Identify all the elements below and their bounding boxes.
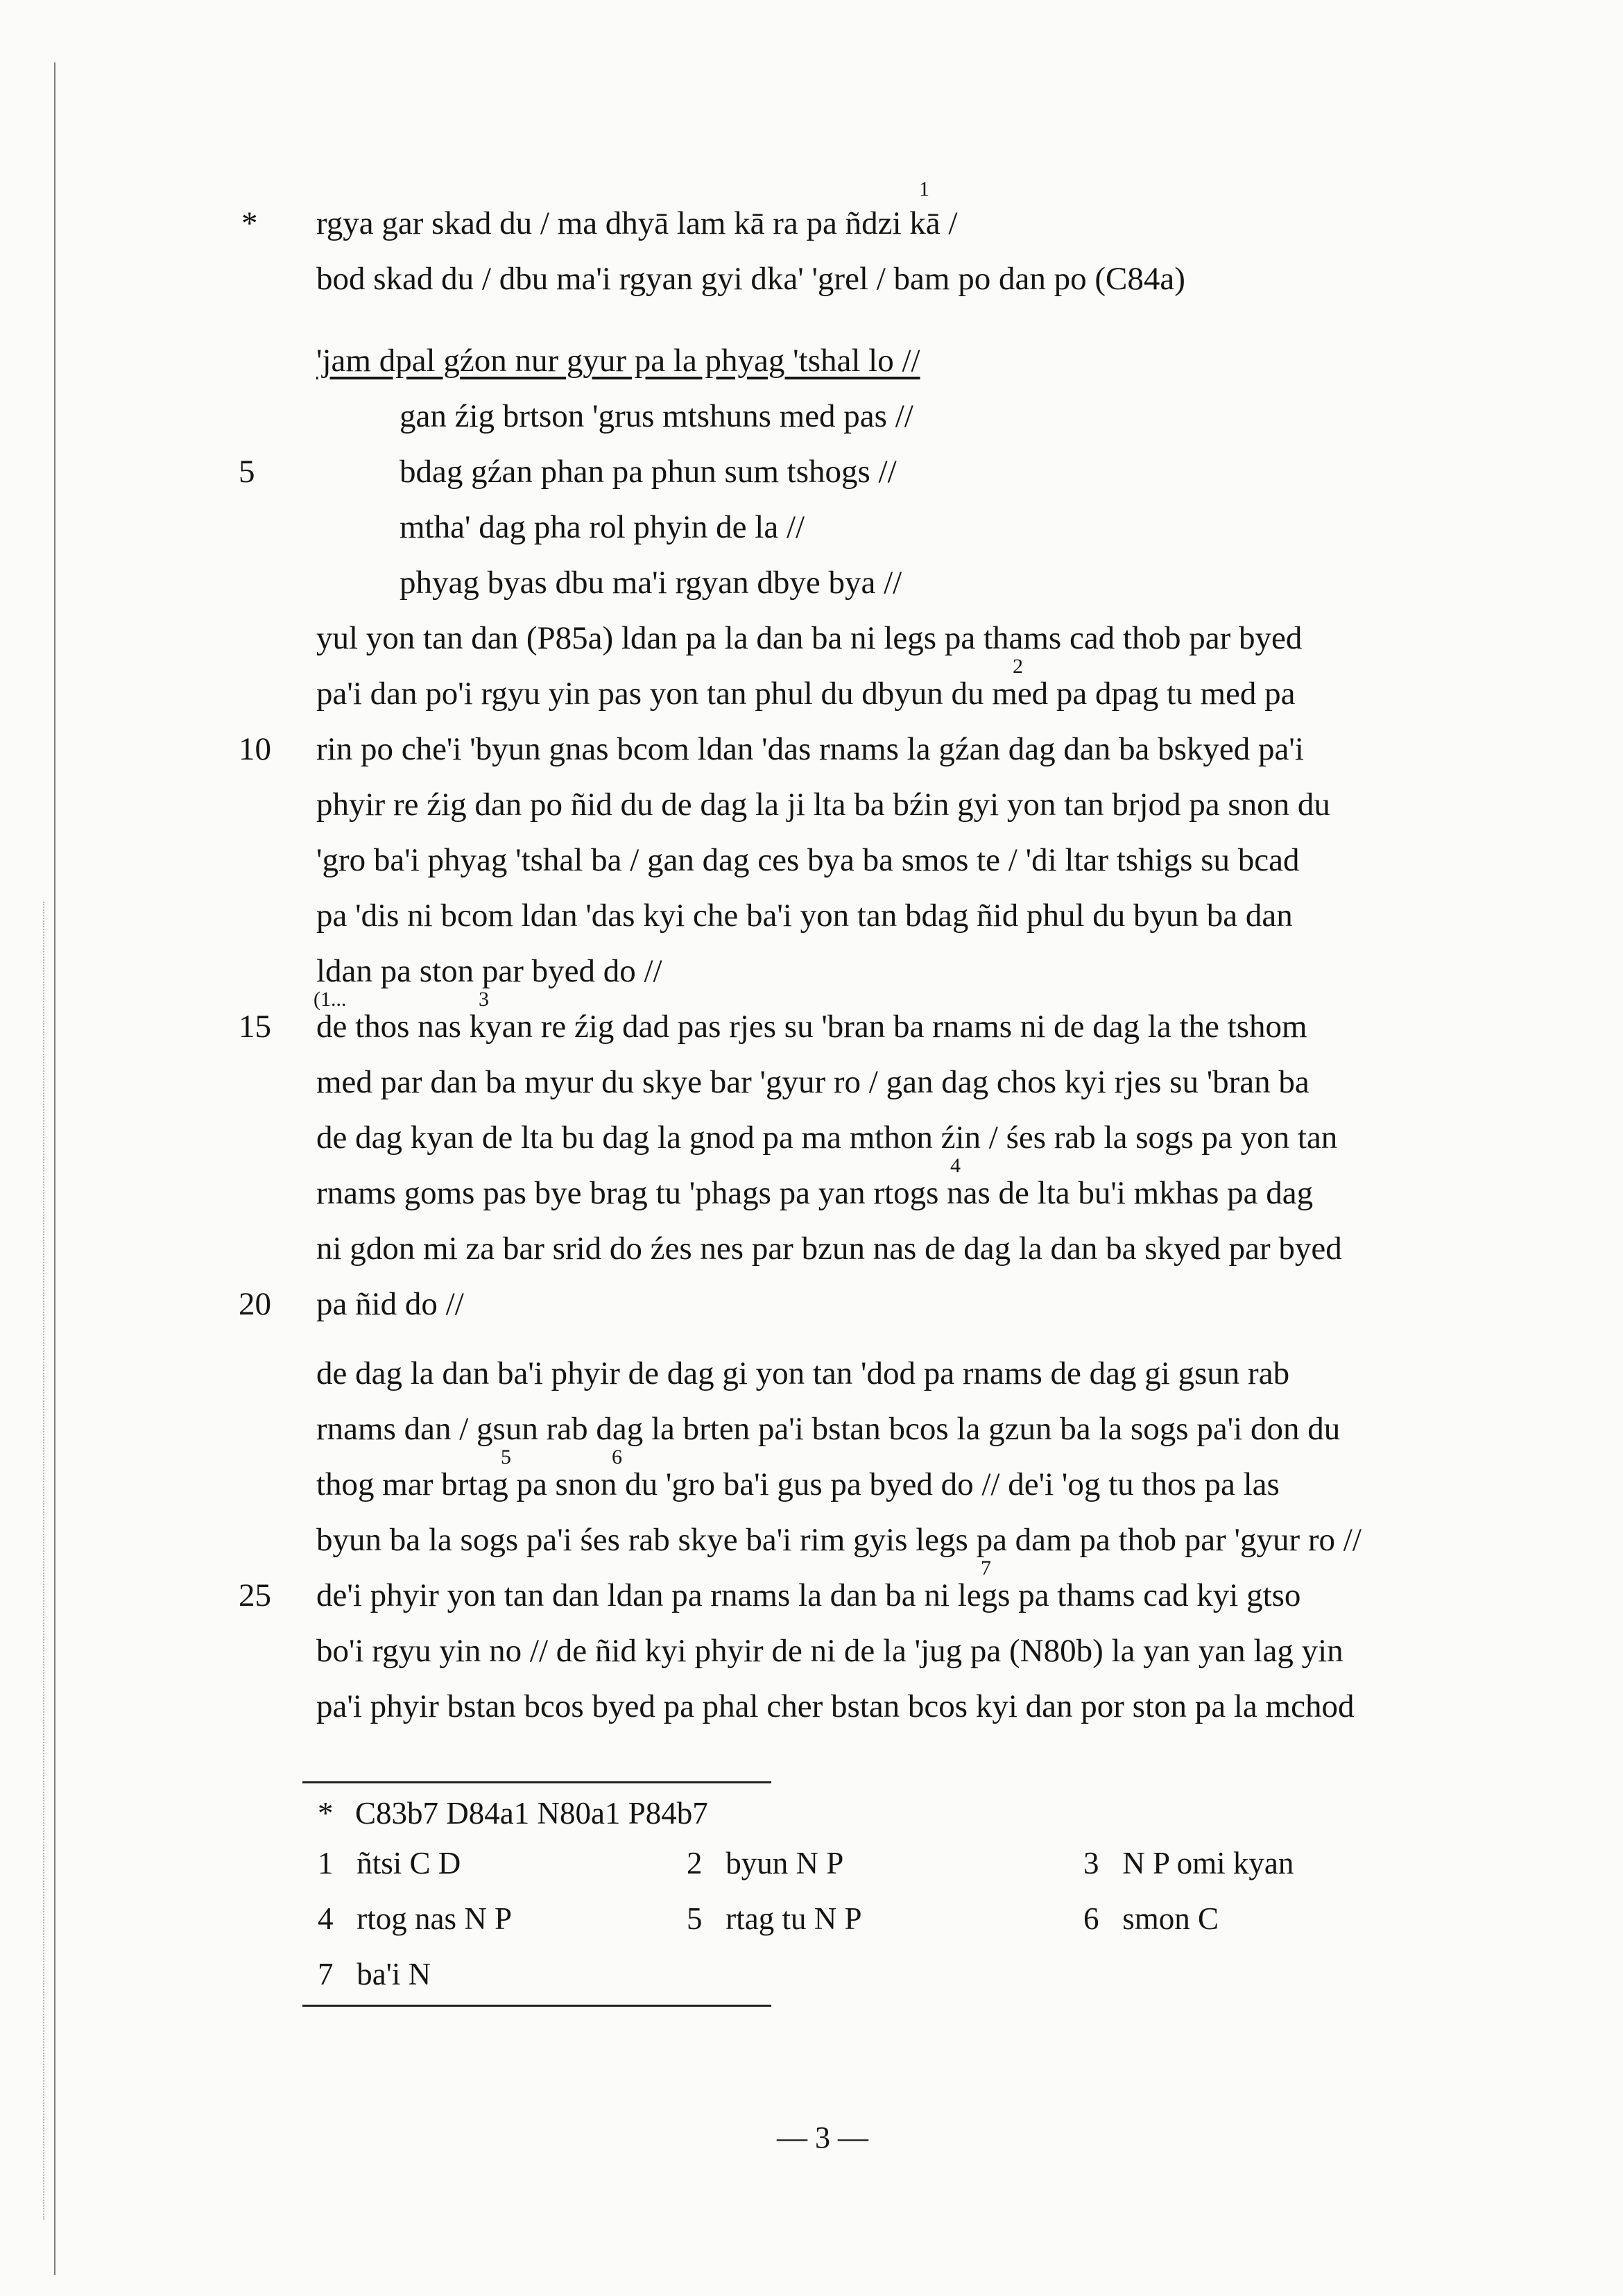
footnote-text: smon C (1122, 1901, 1219, 1936)
note-mark-2: 2 (1013, 655, 1023, 678)
footnote-source-asterisk: * (318, 1796, 334, 1831)
footnote-num: 3 (1083, 1846, 1099, 1881)
footnote-text: N P omi kyan (1122, 1846, 1294, 1881)
footnote-text: rtog nas N P (357, 1901, 512, 1936)
note-mark-7: 7 (981, 1557, 991, 1579)
footnote-text: rtag tu N P (725, 1901, 862, 1936)
note-mark-4: 4 (950, 1154, 961, 1177)
footnote-1 (318, 1842, 461, 1884)
footnote-num: 2 (687, 1846, 703, 1881)
prose-line-17: ni gdon mi za bar srid do źes nes par bzun nas de dag la dan ba skyed par byed (316, 1231, 1342, 1267)
scan-edge-dotted (43, 902, 46, 2220)
prose-line-8: rin po che'i 'byun gnas bcom ldan 'das rnams la gźan dag dan ba bskyed pa'i (316, 731, 1304, 767)
prose-line-15: de dag kyan de lta bu dag la gnod pa ma mthon źin / śes rab la sogs pa yon tan (316, 1120, 1338, 1156)
footnote-sources: C83b7 D84a1 N80a1 P84b7 (355, 1796, 708, 1831)
line-number-15: 15 (239, 1009, 271, 1045)
line-number-25: 25 (239, 1577, 271, 1613)
prose-line-13: de thos nas kyan re źig dad pas rjes su 'bran ba rnams ni de dag la the tshom (316, 1009, 1307, 1045)
footnote-6 (1083, 1898, 1219, 1939)
header-asterisk: * (241, 205, 258, 241)
footnote-5 (687, 1898, 862, 1939)
footnote-rule-top (302, 1781, 771, 1783)
prose-line-18: pa ñid do // (316, 1286, 464, 1322)
prose-line-11: pa 'dis ni bcom ldan 'das kyi che ba'i yon tan bdag ñid phul du byun ba dan (316, 898, 1293, 934)
line-number-10: 10 (239, 731, 271, 767)
prose-line-20: rnams dan / gsun rab dag la brten pa'i bstan bcos la gzun ba la sogs pa'i don du (316, 1411, 1341, 1447)
note-mark-range: (1... (314, 988, 347, 1011)
footnote-3 (1083, 1842, 1294, 1884)
footnote-text: byun N P (725, 1846, 844, 1881)
footnote-num: 4 (318, 1901, 334, 1936)
prose-line-16: rnams goms pas bye brag tu 'phags pa yan rtogs nas de lta bu'i mkhas pa dag (316, 1175, 1314, 1211)
footnote-num: 7 (318, 1957, 334, 1991)
verse-line-1: 'jam dpal gźon nur gyur pa la phyag 'tshal lo // (316, 343, 920, 379)
note-mark-1: 1 (919, 178, 929, 200)
scan-edge-left (54, 62, 59, 2275)
footnote-2 (687, 1842, 843, 1884)
footnote-num: 5 (687, 1901, 703, 1936)
prose-line-10: 'gro ba'i phyag 'tshal ba / gan dag ces bya ba smos te / 'di ltar tshigs su bcad (316, 842, 1300, 878)
footnote-4 (318, 1898, 512, 1939)
line-number-20: 20 (239, 1286, 271, 1322)
verse-line-3: bdag gźan phan pa phun sum tshogs // (400, 454, 897, 490)
prose-line-21: thog mar brtag pa snon du 'gro ba'i gus pa byed do // de'i 'og tu thos pa las (316, 1466, 1280, 1502)
note-mark-6: 6 (612, 1446, 622, 1468)
note-mark-3: 3 (479, 988, 489, 1011)
line-number-5: 5 (239, 454, 255, 490)
prose-line-24: bo'i rgyu yin no // de ñid kyi phyir de ni de la 'jug pa (N80b) la yan yan lag yin (316, 1633, 1343, 1669)
sanskrit-title: rgya gar skad du / ma dhyā lam kā ra pa ñdzi kā / (316, 205, 958, 241)
prose-line-14: med par dan ba myur du skye bar 'gyur ro / gan dag chos kyi rjes su 'bran ba (316, 1064, 1309, 1100)
footnote-text: ba'i N (357, 1957, 431, 1991)
page-number: — 3 — (777, 2121, 868, 2154)
prose-line-22: byun ba la sogs pa'i śes rab skye ba'i rim gyis legs pa dam pa thob par 'gyur ro // (316, 1522, 1362, 1558)
prose-line-19: de dag la dan ba'i phyir de dag gi yon tan 'dod pa rnams de dag gi gsun rab (316, 1355, 1290, 1391)
verse-line-4: mtha' dag pha rol phyin de la // (400, 509, 805, 545)
verse-line-5: phyag byas dbu ma'i rgyan dbye bya // (400, 565, 902, 601)
prose-line-9: phyir re źig dan po ñid du de dag la ji lta ba bźin gyi yon tan brjod pa snon du (316, 787, 1330, 823)
note-mark-5: 5 (501, 1446, 511, 1468)
prose-line-6: yul yon tan dan (P85a) ldan pa la dan ba ni legs pa thams cad thob par byed (316, 620, 1303, 656)
prose-line-7: pa'i dan po'i rgyu yin pas yon tan phul du dbyun du med pa dpag tu med pa (316, 676, 1296, 712)
tibetan-title: bod skad du / dbu ma'i rgyan gyi dka' 'grel / bam po dan po (C84a) (316, 261, 1185, 297)
footnote-num: 6 (1083, 1901, 1099, 1936)
footnote-rule-bottom (302, 2005, 771, 2007)
verse-line-2: gan źig brtson 'grus mtshuns med pas // (400, 398, 913, 434)
footnote-num: 1 (318, 1846, 334, 1881)
prose-line-23: de'i phyir yon tan dan ldan pa rnams la dan ba ni legs pa thams cad kyi gtso (316, 1577, 1301, 1613)
prose-line-25: pa'i phyir bstan bcos byed pa phal cher bstan bcos kyi dan por ston pa la mchod (316, 1688, 1355, 1724)
footnote-text: ñtsi C D (357, 1846, 461, 1881)
prose-line-12: ldan pa ston par byed do // (316, 953, 662, 989)
footnote-7 (318, 1953, 431, 1995)
